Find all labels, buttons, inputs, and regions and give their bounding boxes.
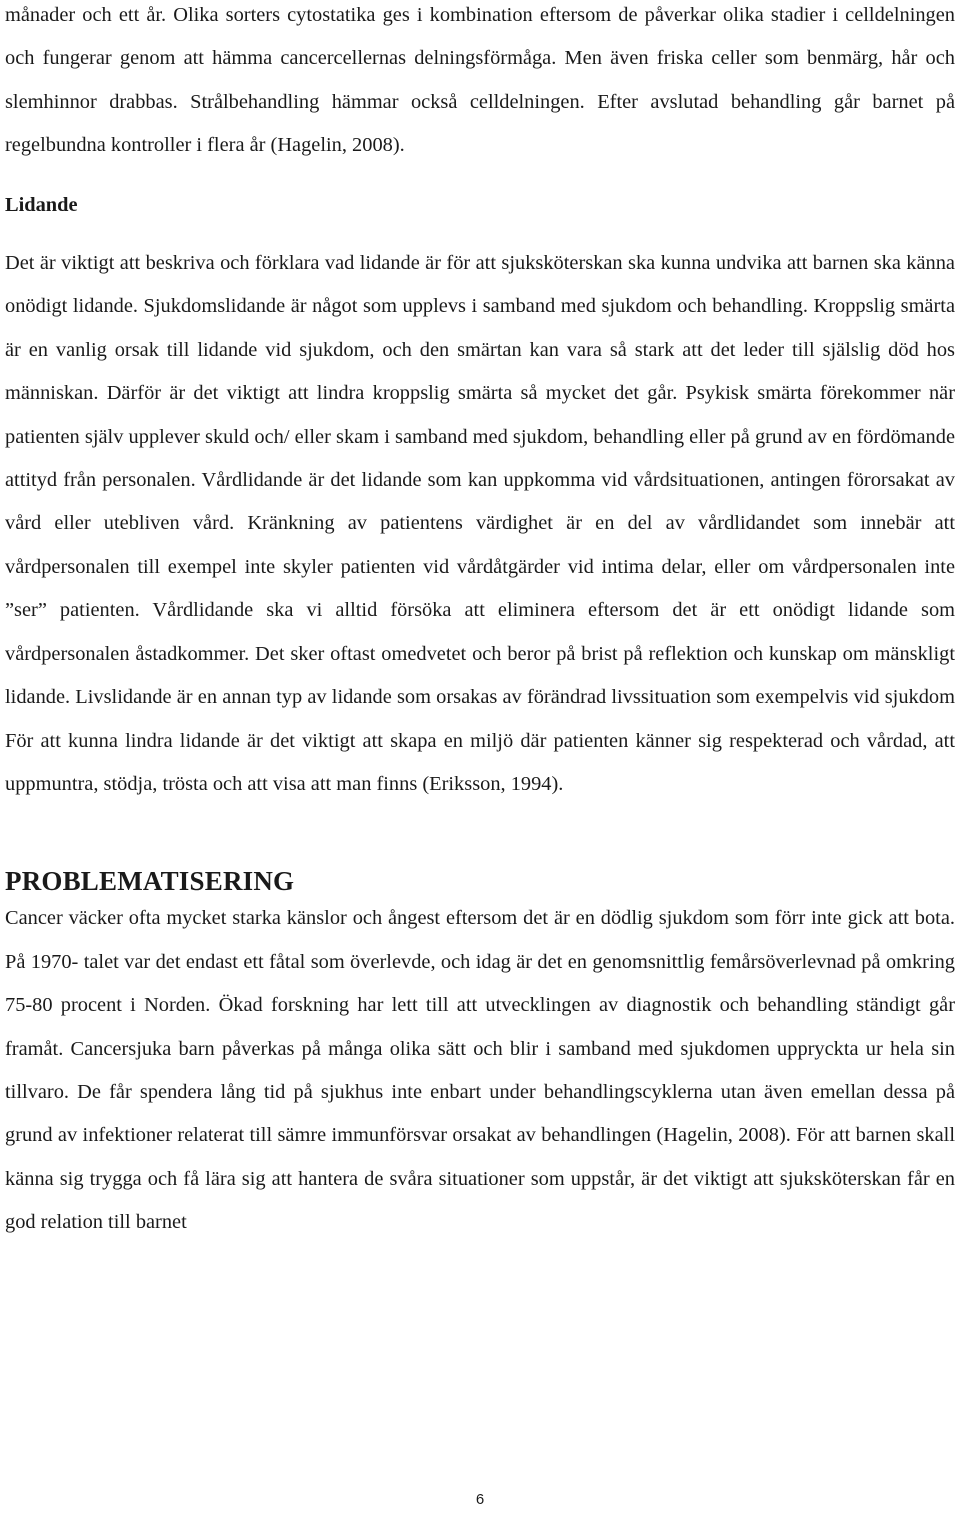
- section-heading-lidande: Lidande: [5, 193, 78, 216]
- page-number: 6: [475, 1491, 485, 1508]
- intro-paragraph: månader och ett år. Olika sorters cytostatika ges i kombination eftersom de påverkar olika stadier i celldelningen och fungerar genom att hämma cancercellernas delningsförmåga. Men även friska celler som benmärg, hår och slemhinnor drabbas. Strålbehandling hämmar också celldelningen. Efter avslutad behandling går barnet på regelbundna kontroller i flera år (Hagelin, 2008).: [5, 4, 955, 157]
- problematisering-paragraph: Cancer väcker ofta mycket starka känslor och ångest eftersom det är en dödlig sjukdom som förr inte gick att bota. På 1970- talet var det endast ett fåtal som överlevde, och idag är det en genomsnittlig femårsöverlevnad på omkring 75-80 procent i Norden. Ökad forskning har lett till att utvecklingen av diagnostik och behandling ständigt går framåt. Cancersjuka barn påverkas på många olika sätt och blir i samband med sjukdomen uppryckta ur hela sin tillvaro. De får spendera lång tid på sjukhus inte enbart under behandlingscyklerna utan även emellan dessa på grund av infektioner relaterat till sämre immunförsvar orsakat av behandlingen (Hagelin, 2008). För att barnen skall känna sig trygga och få lära sig att hantera de svåra situationer som uppstår, är det viktigt att sjuksköterskan får en god relation till barnet: [5, 907, 955, 1234]
- lidande-paragraph: Det är viktigt att beskriva och förklara vad lidande är för att sjuksköterskan ska kunna undvika att barnen ska känna onödigt lidande. Sjukdomslidande är något som upplevs i samband med sjukdom och behandling. Kroppslig smärta är en vanlig orsak till lidande vid sjukdom, och den smärtan kan vara så stark att det leder till själslig död hos människan. Därför är det viktigt att lindra kroppslig smärta så mycket det går. Psykisk smärta förekommer när patienten själv upplever skuld och/ eller skam i samband med sjukdom, behandling eller på grund av en fördömande attityd från personalen. Vårdlidande är det lidande som kan uppkomma vid vårdsituationen, antingen förorsakat av vård eller utebliven vård. Kränkning av patientens värdighet är en del av vårdlidandet som innebär att vårdpersonalen till exempel inte skyler patienten vid vårdåtgärder vid intima delar, eller om vårdpersonalen inte ”ser” patienten. Vårdlidande ska vi alltid försöka att eliminera eftersom det är ett onödigt lidande som vårdpersonalen åstadkommer. Det sker oftast omedvetet och beror på brist på reflektion och kunskap om mänskligt lidande. Livslidande är en annan typ av lidande som orsakas av förändrad livssituation som exempelvis vid sjukdom För att kunna lindra lidande är det viktigt att skapa en miljö där patienten känner sig respekterad och vårdad, att uppmuntra, stödja, trösta och att visa att man finns (Eriksson, 1994).: [5, 252, 955, 795]
- section-heading-problematisering: PROBLEMATISERING: [5, 866, 295, 897]
- document-page: [5, 0, 955, 1245]
